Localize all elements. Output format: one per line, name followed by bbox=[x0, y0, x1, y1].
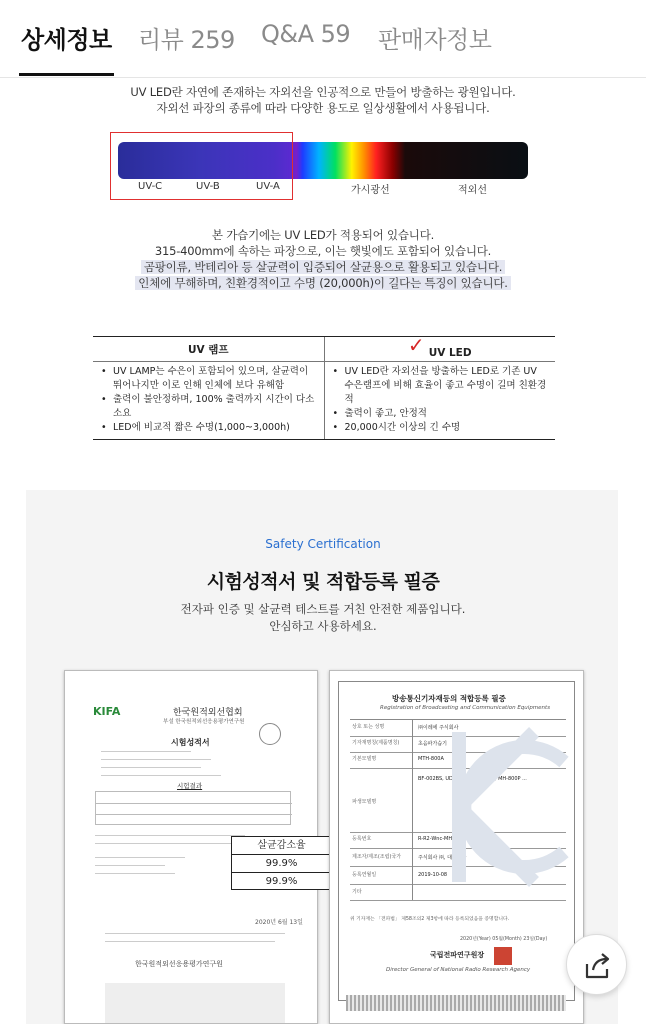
intro-line-1: UV LED란 자연에 존재하는 자외선을 인공적으로 만들어 방출하는 광원입니다. bbox=[130, 85, 516, 99]
kifa-logo: KIFA bbox=[93, 705, 121, 718]
active-tab-indicator bbox=[19, 73, 114, 76]
doc-left-section: 시험결과 bbox=[177, 782, 203, 790]
reduction-value: 99.9% bbox=[232, 855, 331, 873]
sterilization-reduction-table bbox=[231, 836, 332, 890]
doc-left-footer: 한국원적외선응용평가연구원 bbox=[135, 960, 223, 968]
doc-left-title: 시험성적서 bbox=[171, 738, 210, 747]
doc-right-agency: 국립전파연구원장 bbox=[430, 951, 485, 959]
reg-label: 등록번호 bbox=[352, 836, 372, 842]
header-uv-led-cell bbox=[324, 333, 555, 362]
description-highlight-2 bbox=[0, 275, 646, 291]
reg-value: MTH-800A bbox=[418, 756, 444, 762]
spectrum-label-uvb: UV-B bbox=[196, 181, 220, 192]
reg-value: 초음파가습기 bbox=[418, 741, 447, 747]
reg-label: 제조자/제조(조립)국가 bbox=[352, 854, 402, 860]
official-stamp-icon bbox=[494, 947, 512, 965]
reg-label: 상호 또는 성명 bbox=[352, 724, 385, 730]
spectrum-label-uva: UV-A bbox=[256, 181, 280, 192]
description-highlight-1 bbox=[0, 259, 646, 275]
description-line-3: 곰팡이류, 박테리아 등 살균력이 입증되어 살균용으로 활용되고 있습니다. bbox=[141, 260, 505, 274]
reg-value: ㈜이레에 주식회사 bbox=[418, 725, 459, 731]
reduction-header: 살균감소율 bbox=[232, 837, 331, 855]
reg-label: 기본모델명 bbox=[352, 756, 377, 762]
doc-right-date: 2020년(Year) 05월(Month) 23일(Day) bbox=[460, 937, 548, 942]
spectrum-label-visible: 가시광선 bbox=[351, 185, 390, 196]
certification-sub-1: 전자파 인증 및 살균력 테스트를 거친 안전한 제품입니다. bbox=[180, 602, 466, 616]
uv-lamp-item: • UV LAMP는 수은이 포함되어 있으며, 살균력이 뛰어나지만 이로 인해 인체에 보다 유해함 bbox=[101, 365, 318, 393]
share-icon bbox=[567, 935, 628, 996]
doc-right-statement: 위 기자재는 「전파법」 제58조의2 제3항에 따라 등록되었음을 증명합니다. bbox=[350, 917, 510, 922]
certification-title: 시험성적서 및 적합등록 필증 bbox=[206, 571, 440, 593]
reduction-value: 99.9% bbox=[265, 876, 298, 887]
uv-lamp-item: • LED에 비교적 짧은 수명(1,000~3,000h) bbox=[101, 421, 318, 435]
results-table bbox=[95, 791, 291, 825]
description-line-1: 본 가습기에는 UV LED가 적용되어 있습니다. bbox=[211, 228, 435, 242]
uv-led-item: • 출력이 좋고, 안정적 bbox=[333, 407, 550, 421]
uv-lamp-item: • 출력이 불안정하며, 100% 출력까지 시간이 다소 소요 bbox=[101, 393, 318, 421]
tab-details[interactable]: 상세정보 bbox=[21, 26, 112, 54]
kifa-seal-icon bbox=[259, 723, 281, 745]
doc-right-barcode-strip bbox=[346, 995, 566, 1011]
tab-seller-info[interactable]: 판매자정보 bbox=[378, 26, 492, 54]
doc-left-org: 한국원적외선협회 bbox=[173, 708, 243, 718]
reg-value: 2019-10-08 bbox=[418, 872, 448, 878]
tab-qna[interactable]: Q&A 59 bbox=[261, 20, 351, 48]
spectrum-label-infrared: 적외선 bbox=[458, 185, 487, 196]
kc-mark-watermark-icon bbox=[424, 712, 574, 902]
header-uv-led: UV LED bbox=[428, 347, 472, 359]
reg-label: 등록연월일 bbox=[352, 872, 377, 878]
doc-right-agency-en: Director General of National Radio Research Agency bbox=[386, 967, 531, 973]
certification-eyebrow: Safety Certification bbox=[265, 537, 381, 551]
doc-right-title: 방송통신기자재등의 적합등록 필증 bbox=[392, 694, 506, 703]
doc-left-date: 2020년 6월 13일 bbox=[255, 919, 303, 926]
spectrum-label-uvc: UV-C bbox=[138, 181, 163, 192]
uv-led-item: • 20,000시간 이상의 긴 수명 bbox=[333, 421, 550, 435]
checkmark-icon: ✓ bbox=[407, 333, 425, 357]
description-line-2: 315-400mm에 속하는 파장으로, 이는 햇빛에도 포함되어 있습니다. bbox=[154, 244, 492, 258]
reg-label: 파생모델명 bbox=[352, 799, 377, 805]
intro-line-2: 자외선 파장의 종류에 따라 다양한 용도로 일상생활에서 사용됩니다. bbox=[156, 101, 490, 115]
tab-reviews[interactable]: 리뷰 259 bbox=[138, 26, 235, 54]
uv-lamp-cell bbox=[93, 362, 324, 440]
share-button[interactable] bbox=[566, 934, 627, 995]
product-tab-bar bbox=[0, 0, 646, 78]
uv-comparison-table bbox=[93, 333, 555, 440]
reg-value: R-R2-Wnc-MH-163B bbox=[418, 836, 467, 842]
doc-left-bottom-strip bbox=[105, 983, 285, 1023]
description-line-4: 인체에 무해하며, 친환경적이고 수명 (20,000h)이 길다는 특징이 있습니다. bbox=[135, 276, 510, 290]
doc-right-subtitle: Registration of Broadcasting and Communication Equipments bbox=[380, 705, 551, 711]
header-uv-lamp: UV 램프 bbox=[93, 337, 324, 362]
reg-value: 주식회사 ㈜, 대한민국 bbox=[418, 855, 467, 861]
certification-sub-2: 안심하고 사용하세요. bbox=[269, 619, 377, 633]
reg-label: 기타 bbox=[352, 889, 362, 895]
uv-led-item: • UV LED란 자외선을 방출하는 LED로 기존 UV 수은램프에 비해 효율이 좋고 수명이 길며 친환경적 bbox=[333, 365, 550, 407]
reg-label: 기자재명칭(제품명칭) bbox=[352, 740, 400, 746]
uv-led-cell bbox=[324, 362, 555, 440]
doc-left-org-sub: 부설 한국원적외선응용평가연구원 bbox=[163, 719, 245, 725]
reg-value: BF-002BS, UDS-251, MH-800W, MH-800P ... bbox=[418, 776, 527, 782]
